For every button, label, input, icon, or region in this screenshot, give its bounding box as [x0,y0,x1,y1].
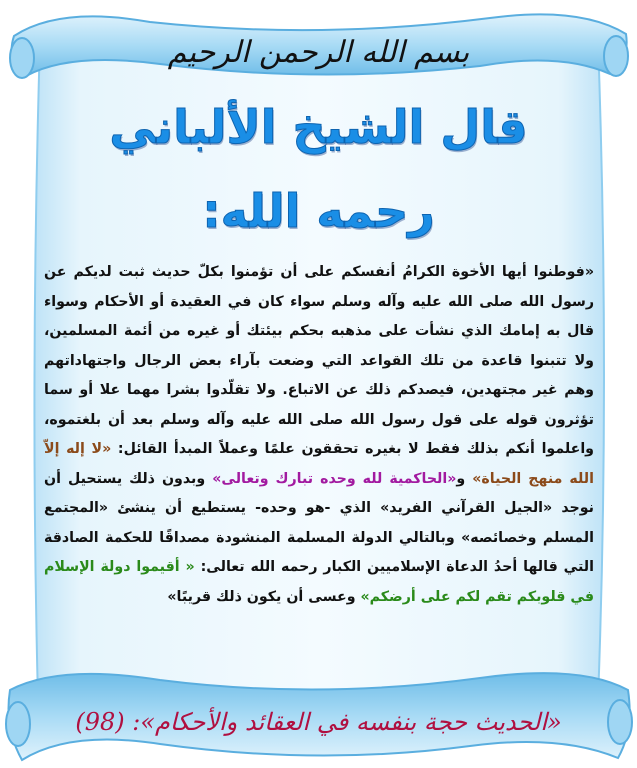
quote-tawhid: «لا إله إلاّ الله منهج الحياة» [44,441,594,487]
quote-body [44,258,594,612]
title-line-1: قال الشيخ الألباني [109,100,528,154]
body-text-2: و [456,470,466,487]
source-citation: «الحديث حجة بنفسه في العقائد والأحكام»: (98) [75,708,562,736]
title-line-2: رحمه الله: [202,184,435,238]
body-text-3: وبدون ذلك يستحيل أن نوجد «الجيل القرآني الفريد» الذي -هو وحده- يستطيع أن ينشئ «المجتمع المسلم وخصائصه» وبالتالي الدولة المسلمة المنشودة مصداقًا للحكمة الصادقة التي قالها أحدُ الدعاة الإسلاميين الكبار رحمه الله تعالى: [44,470,594,575]
body-text-4: وعسى أن يكون ذلك قريبًا» [167,588,356,605]
body-text-1: «فوطنوا أيها الأخوة الكرامُ أنفسكم على أن تؤمنوا بكلّ حديث ثبت لديكم عن رسول الله صلى الله عليه وآله وسلم سواء كان في العقيدة أو الأحكام وسواء قال به إمامك الذي نشأت على مذهبه بحكم بيئتك أو غيره من أئمة المسلمين، ولا تتبنوا قاعدة من تلك القواعد التي وضعت بآراء بعض الرجال واجتهاداتهم وهم غير مجتهدين، فيصدكم ذلك عن الاتباع. ولا تقلّدوا بشرا مهما علا أو سما تؤثرون قوله على قول رسول الله صلى الله عليه وآله وسلم بعد أن بلغتموه، واعلموا أنكم بذلك فقط لا بغيره تحققون علمًا وعملاً المبدأ القائل: [44,264,594,457]
basmala-calligraphy: بسم الله الرحمن الرحيم [167,35,470,70]
quote-hakimiyya: «الحاكمية لله وحده تبارك وتعالى» [212,470,457,487]
quote-islamic-state: « أقيموا دولة الإسلام في قلوبكم تقم لكم على أرضكم» [44,559,594,605]
